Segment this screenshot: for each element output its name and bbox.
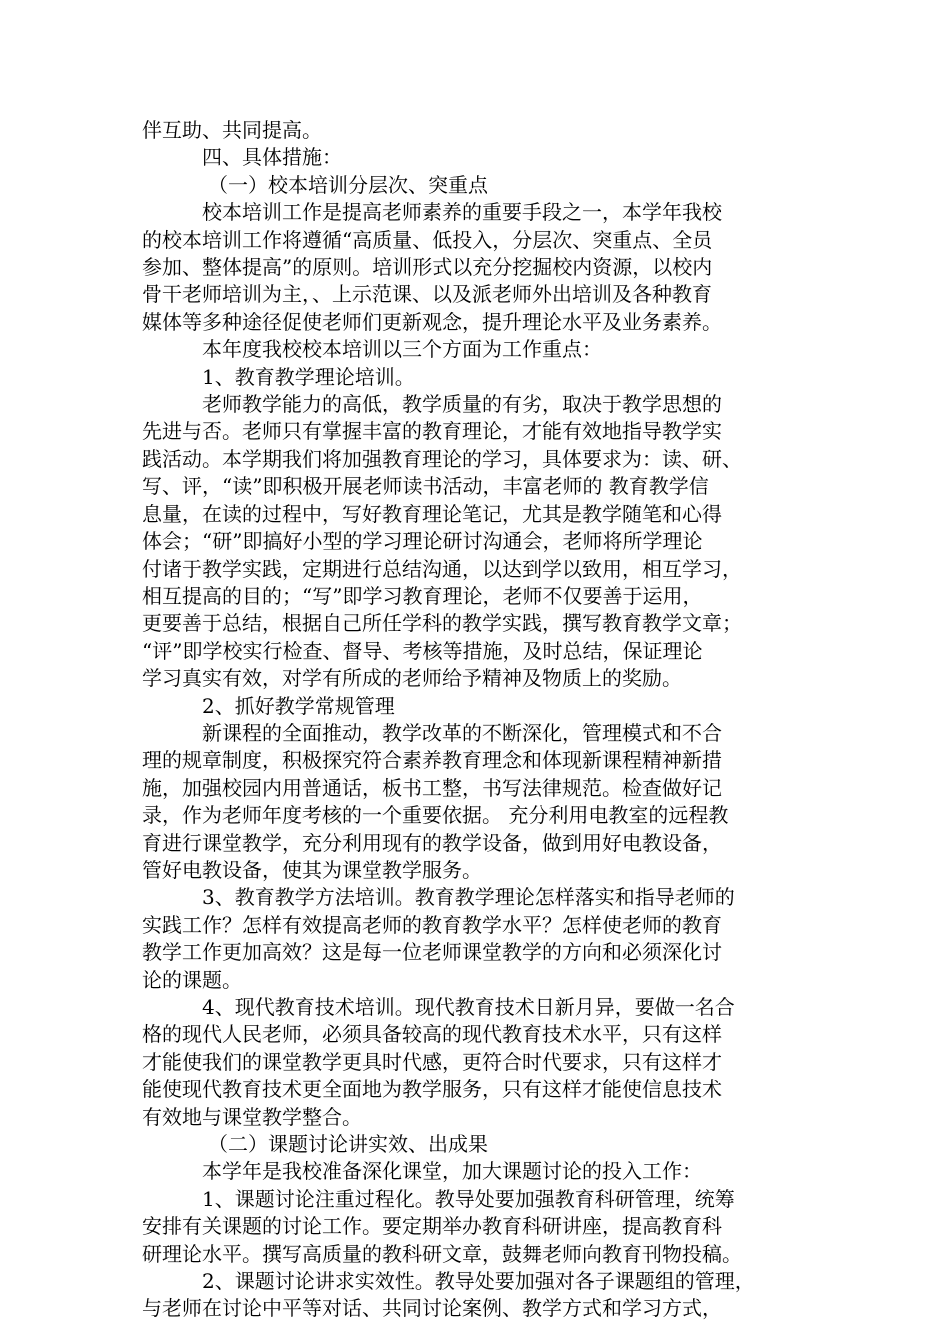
text-line: 更要善于总结，根据自己所任学科的教学实践，撰写教育教学文章； — [142, 611, 742, 636]
text-line: 与老师在讨论中平等对话、共同讨论案例、教学方式和学习方式， — [142, 1296, 722, 1321]
paragraph — [142, 364, 812, 391]
text-line: 校本培训工作是提高老师素养的重要手段之一，本学年我校 — [202, 200, 722, 225]
text-line: 格的现代人民老师，必须具备较高的现代教育技术水平，只有这样 — [142, 1022, 722, 1047]
text-line: 学习真实有效，对学有所成的老师给予精神及物质上的奖励。 — [142, 666, 682, 691]
paragraph — [142, 1158, 812, 1185]
paragraph — [142, 720, 812, 884]
paragraph — [142, 1268, 812, 1323]
text-line: 骨干老师培训为主，、上示范课、以及派老师外出培训及各种教育 — [142, 282, 712, 307]
text-line: 践活动。本学期我们将加强教育理论的学习，具体要求为：读、研、 — [142, 446, 742, 471]
text-line: 先进与否。老师只有掌握丰富的教育理论，才能有效地指导教学实 — [142, 419, 722, 444]
text-line: 教学工作更加高效？这是每一位老师课堂教学的方向和必须深化讨 — [142, 940, 722, 965]
text-line: 2、课题讨论讲求实效性。教导处要加强对各子课题组的管理， — [202, 1269, 755, 1294]
paragraph — [142, 117, 812, 144]
paragraph — [142, 1186, 812, 1268]
text-line: “评”即学校实行检查、督导、考核等措施，及时总结，保证理论 — [142, 638, 703, 663]
text-line: 安排有关课题的讨论工作。要定期举办教育科研讲座，提高教育科 — [142, 1214, 722, 1239]
text-line: （二）课题讨论讲实效、出成果 — [208, 1132, 488, 1157]
text-line: 论的课题。 — [142, 967, 242, 992]
text-line: 施，加强校园内用普通话，板书工整，书写法律规范。检查做好记 — [142, 775, 722, 800]
text-line: 四、具体措施： — [202, 145, 342, 170]
text-line: 1、课题讨论注重过程化。教导处要加强教育科研管理，统筹 — [202, 1186, 735, 1211]
text-line: 录，作为老师年度考核的一个重要依据。 充分利用电教室的远程教 — [142, 803, 729, 828]
paragraph — [142, 693, 812, 720]
text-line: 付诸于教学实践，定期进行总结沟通，以达到学以致用，相互学习， — [142, 556, 742, 581]
paragraph — [142, 172, 812, 199]
text-line: 理的规章制度，积极探究符合素养教育理念和体现新课程精神新措 — [142, 748, 722, 773]
text-line: 新课程的全面推动，教学改革的不断深化，管理模式和不合 — [202, 720, 722, 745]
text-line: 才能使我们的课堂教学更具时代感，更符合时代要求，只有这样才 — [142, 1049, 722, 1074]
text-line: 老师教学能力的高低，教学质量的有劣，取决于教学思想的 — [202, 392, 722, 417]
text-line: 3、教育教学方法培训。教育教学理论怎样落实和指导老师的 — [202, 885, 735, 910]
paragraph — [142, 199, 812, 336]
text-line: 媒体等多种途径促使老师们更新观念，提升理论水平及业务素养。 — [142, 309, 722, 334]
text-line: 有效地与课堂教学整合。 — [142, 1104, 362, 1129]
text-line: 本年度我校校本培训以三个方面为工作重点： — [202, 337, 602, 362]
text-line: 本学年是我校准备深化课堂，加大课题讨论的投入工作： — [202, 1159, 702, 1184]
text-line: 息量，在读的过程中，写好教育理论笔记，尤其是教学随笔和心得 — [142, 501, 722, 526]
paragraph — [142, 884, 812, 994]
text-line: （一）校本培训分层次、突重点 — [208, 172, 488, 197]
text-line: 2、抓好教学常规管理 — [202, 693, 395, 718]
text-line: 的校本培训工作将遵循“高质量、低投入，分层次、突重点、全员 — [142, 227, 713, 252]
text-line: 1、教育教学理论培训。 — [202, 364, 415, 389]
text-line: 伴互助、共同提高。 — [142, 118, 322, 142]
document-body — [142, 117, 812, 1323]
paragraph — [142, 336, 812, 363]
paragraph — [142, 994, 812, 1131]
text-line: 能使现代教育技术更全面地为教学服务，只有这样才能使信息技术 — [142, 1077, 722, 1102]
text-line: 体会；“研”即搞好小型的学习理论研讨沟通会，老师将所学理论 — [142, 529, 703, 554]
text-line: 实践工作？怎样有效提高老师的教育教学水平？怎样使老师的教育 — [142, 912, 722, 937]
paragraph — [142, 391, 812, 692]
text-line: 育进行课堂教学，充分利用现有的教学设备，做到用好电教设备， — [142, 830, 722, 855]
paragraph — [142, 1131, 812, 1158]
text-line: 研理论水平。撰写高质量的教科研文章，鼓舞老师向教育刊物投稿。 — [142, 1241, 742, 1266]
text-line: 相互提高的目的；“写”即学习教育理论，老师不仅要善于运用， — [142, 583, 703, 608]
paragraph — [142, 144, 812, 171]
text-line: 参加、整体提高”的原则。培训形式以充分挖掘校内资源，以校内 — [142, 255, 713, 280]
text-line: 4、现代教育技术培训。现代教育技术日新月异，要做一名合 — [202, 995, 735, 1019]
text-line: 管好电教设备，使其为课堂教学服务。 — [142, 857, 482, 882]
text-line: 写、评，“读”即积极开展老师读书活动，丰富老师的 教育教学信 — [142, 474, 709, 499]
